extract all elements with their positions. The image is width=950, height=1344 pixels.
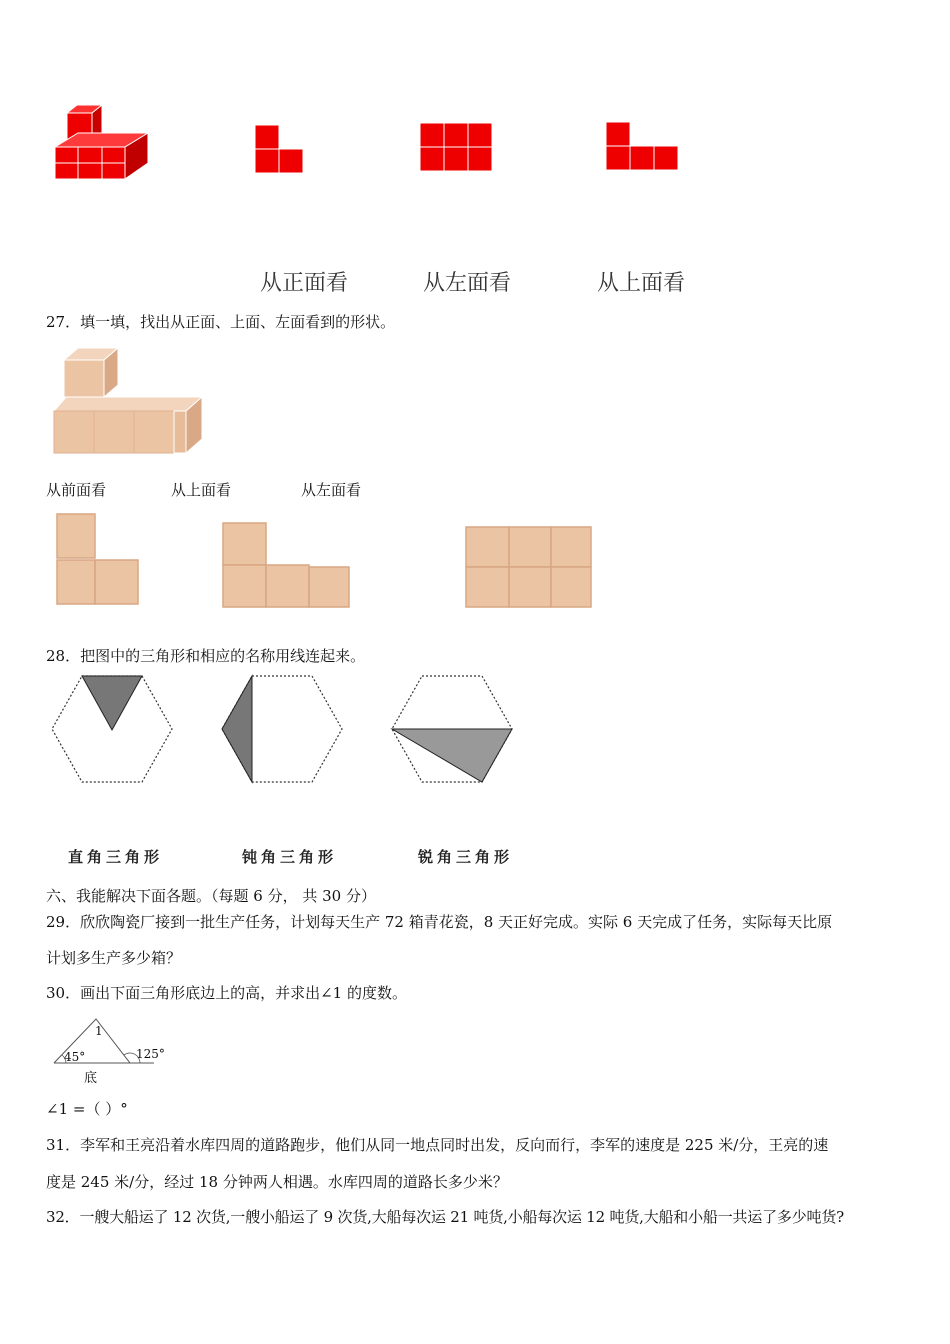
caption-top-view: 从上面看 <box>597 271 686 296</box>
label-top-view: 从上面看 <box>171 481 232 499</box>
caption-front-view: 从正面看 <box>260 271 349 296</box>
hexagon-3 <box>390 674 515 784</box>
question-29-line2: 计划多生产多少箱？ <box>46 949 182 967</box>
caption-left-view: 从左面看 <box>423 271 512 296</box>
question-28: 28．把图中的三角形和相应的名称用线连起来。 <box>46 647 366 665</box>
section-6-title: 六、我能解决下面各题。（每题 6 分， 共 30 分） <box>46 887 376 905</box>
question-31-line2: 度是 245 米/分，经过 18 分钟两人相遇。水库四周的道路长多少米？ <box>46 1173 508 1191</box>
hexagon-1 <box>50 674 175 784</box>
red-front-view <box>255 125 305 175</box>
question-30-answer: ∠1 =（ ）° <box>46 1100 128 1118</box>
label-left-view: 从左面看 <box>301 481 362 499</box>
tan-view-3 <box>466 527 596 612</box>
question-32: 32．一艘大船运了 12 次货,一艘小船运了 9 次货,大船每次运 21 吨货,小船每次运 12 吨货,大船和小船一共运了多少吨货? <box>46 1208 844 1226</box>
name-acute-triangle: 锐角三角形 <box>418 848 514 866</box>
name-right-triangle: 直角三角形 <box>68 848 164 866</box>
question-29-line1: 29．欣欣陶瓷厂接到一批生产任务，计划每天生产 72 箱青花瓷，8 天正好完成。实际 6 天完成了任务，实际每天比原 <box>46 913 833 931</box>
tan-cube-solid-figure <box>52 345 207 455</box>
name-obtuse-triangle: 钝角三角形 <box>242 848 338 866</box>
base-label: 底 <box>84 1071 98 1086</box>
question-31-line1: 31．李军和王亮沿着水库四周的道路跑步，他们从同一地点同时出发，反向而行，李军的速度是 225 米/分，王亮的速 <box>46 1136 829 1154</box>
tan-view-1 <box>57 514 142 609</box>
question-30: 30．画出下面三角形底边上的高，并求出∠1 的度数。 <box>46 984 407 1002</box>
angle-1-label: 1 <box>95 1024 103 1038</box>
hexagon-2 <box>220 674 345 784</box>
question-27: 27．填一填，找出从正面、上面、左面看到的形状。 <box>46 313 396 331</box>
label-front-view: 从前面看 <box>46 481 107 499</box>
angle-125-label: 125° <box>136 1047 165 1061</box>
red-top-view <box>606 122 681 172</box>
red-left-view <box>420 123 495 173</box>
angle-45-label: 45° <box>64 1050 86 1064</box>
tan-view-2 <box>223 523 353 613</box>
red-cube-solid-figure <box>50 105 160 185</box>
